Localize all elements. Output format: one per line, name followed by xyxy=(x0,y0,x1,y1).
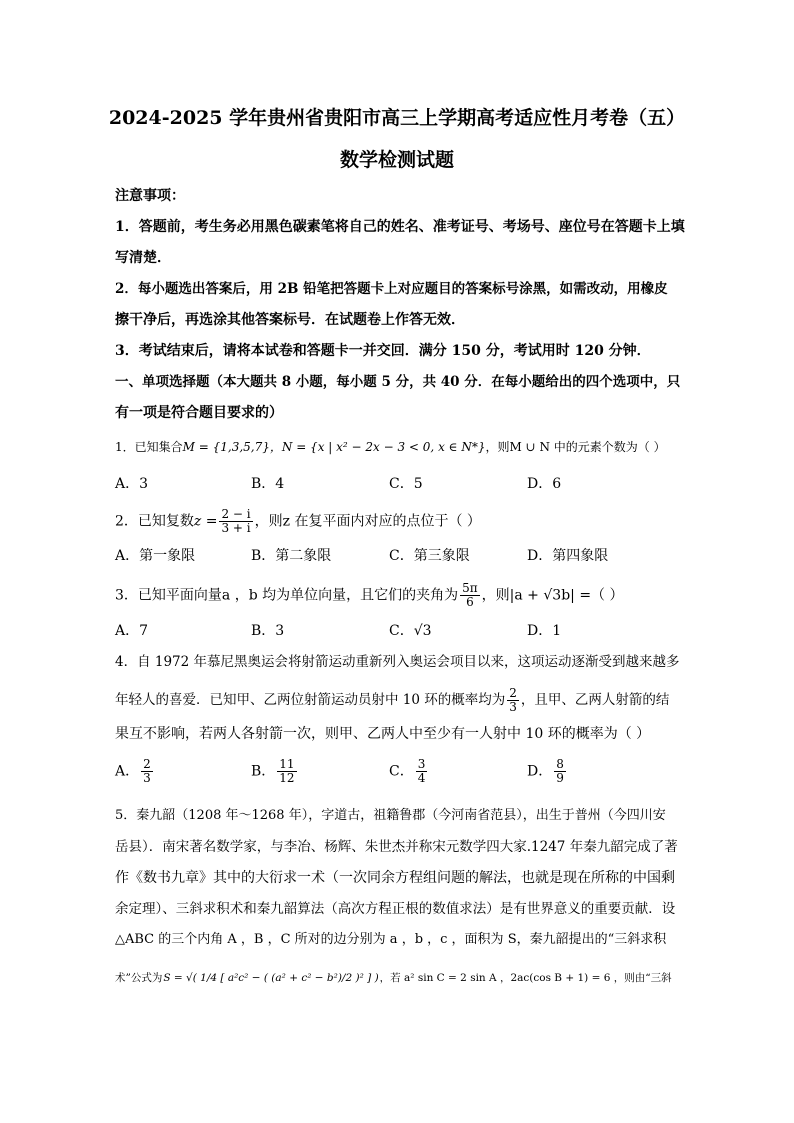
q4-line2-a: 年轻人的喜爱．已知甲、乙两位射箭运动员射中 10 环的概率均为 xyxy=(115,692,506,708)
question-5: 5．秦九韶（1208 年～1268 年），字道古，祖籍鲁郡（今河南省范县），出生于普州（今四川安 xyxy=(115,808,666,823)
section-heading: 一、单项选择题（本大题共 8 小题，每小题 5 分，共 40 分．在每小题给出的四个选项中，只 xyxy=(115,374,681,390)
q4-option-d-label: D． xyxy=(527,763,553,780)
question-5-line-2: 岳县）．南宋著名数学家，与李冶、杨辉、朱世杰并称宋元数学四大家.1247 年秦九韶完成了著 xyxy=(115,839,678,855)
q4-option-a-fraction xyxy=(141,758,153,785)
q3-suffix: ，则|a + √3b| =（ ） xyxy=(481,587,624,604)
question-4-line-2 xyxy=(115,687,685,714)
question-5-line-3: 作《数书九章》其中的大衍求一术（一次同余方程组问题的解法，也就是现在所称的中国剩 xyxy=(115,870,675,886)
q2-z: z = xyxy=(193,513,218,530)
question-4: 4．自 1972 年慕尼黑奥运会将射箭运动重新列入奥运会项目以来，这项运动逐渐受到越来越多 xyxy=(115,654,680,670)
q1-suffix: ，则M ∪ N 中的元素个数为（ ） xyxy=(485,440,666,454)
q4-option-c-label: C． xyxy=(389,763,414,780)
page-subtitle: 数学检测试题 xyxy=(339,149,454,171)
q2-option-c: C．第三象限 xyxy=(389,548,470,564)
q4-denominator: 3 xyxy=(509,700,517,714)
q1-option-c: C．5 xyxy=(389,476,423,492)
question-2 xyxy=(115,508,685,535)
q4-option-b-num: 11 xyxy=(279,757,295,771)
q4-numerator: 2 xyxy=(509,686,517,700)
q1-option-d: D．6 xyxy=(527,476,562,492)
q1-prefix: 1．已知集合 xyxy=(115,440,183,454)
q4-option-d xyxy=(527,758,568,785)
q3-fraction xyxy=(460,582,480,609)
q3-mid: a ，b 均为单位向量，且它们的夹角为 xyxy=(221,587,459,604)
q4-option-a-den: 3 xyxy=(143,771,151,785)
q4-option-c-den: 4 xyxy=(417,771,426,785)
section-heading-cont: 有一项是符合题目要求的） xyxy=(115,405,283,421)
page-title: 2024-2025 学年贵州省贵阳市高三上学期高考适应性月考卷（五） xyxy=(108,107,686,129)
notice-item-1: 1．答题前，考生务必用黑色碳素笔将自己的姓名、准考证号、考场号、座位号在答题卡上填 xyxy=(115,219,685,235)
q4-option-c-fraction xyxy=(416,758,428,785)
q4-option-d-den: 9 xyxy=(556,771,564,785)
q4-option-c-num: 3 xyxy=(417,757,426,771)
q4-option-d-num: 8 xyxy=(556,757,564,771)
q3-option-b: B．3 xyxy=(251,623,285,639)
q2-option-b: B．第二象限 xyxy=(251,548,332,564)
heron-formula: S = √( 1/4 [ a²c² − ( (a² + c² − b²)/2 )² ] ) xyxy=(163,972,379,984)
q3-option-d: D．1 xyxy=(527,623,562,639)
q3-option-c: C．√3 xyxy=(389,623,432,639)
q2-fraction xyxy=(219,508,252,535)
q2-option-d: D．第四象限 xyxy=(527,548,609,564)
q4-option-b-label: B． xyxy=(251,763,276,780)
q4-option-b-den: 12 xyxy=(279,771,295,785)
q2-numerator: 2 − i xyxy=(221,507,251,521)
notice-item-2-cont: 擦干净后，再选涂其他答案标号．在试题卷上作答无效． xyxy=(115,312,465,328)
q3-numerator: 5π xyxy=(462,581,478,595)
question-3 xyxy=(115,582,685,609)
q4-fraction xyxy=(507,687,519,714)
notice-item-3: 3．考试结束后，请将本试卷和答题卡一并交回．满分 150 分，考试用时 120 分钟． xyxy=(115,343,651,359)
q1-set-m: M = {1,3,5,7} xyxy=(182,440,270,454)
q2-suffix: ，则z 在复平面内对应的点位于（ ） xyxy=(254,513,481,530)
q4-line2-b: ，且甲、乙两人射箭的结 xyxy=(520,692,670,708)
q1-option-a: A．3 xyxy=(115,476,149,492)
q3-option-a: A．7 xyxy=(115,623,149,639)
q1-set-n: ，N = {x | x² − 2x − 3 < 0, x ∈ N*} xyxy=(269,440,486,454)
q2-denominator: 3 + i xyxy=(221,521,251,535)
notice-item-2: 2．每小题选出答案后，用 2B 铅笔把答题卡上对应题目的答案标号涂黑，如需改动，用橡皮 xyxy=(115,281,668,297)
notice-item-1-cont: 写清楚． xyxy=(115,250,171,266)
question-5-line-5: △ABC 的三个内角 A ，B ，C 所对的边分别为 a ，b ，c ，面积为 S，秦九韶提出的“三斜求积 xyxy=(115,932,667,947)
question-5-line-6 xyxy=(115,968,685,988)
q5-line6-a: 术”公式为 xyxy=(115,972,163,984)
question-4-line-3: 果互不影响，若两人各射箭一次，则甲、乙两人中至少有一人射中 10 环的概率为（ ） xyxy=(115,726,651,742)
notice-heading: 注意事项： xyxy=(115,188,185,204)
q3-prefix: 3．已知平面向量 xyxy=(115,587,222,604)
q4-option-a xyxy=(115,758,155,785)
q4-option-d-fraction xyxy=(554,758,566,785)
q4-option-a-num: 2 xyxy=(143,757,151,771)
q1-option-b: B．4 xyxy=(251,476,285,492)
q3-denominator: 6 xyxy=(466,595,474,609)
question-5-line-4: 余定理）、三斜求积术和秦九韶算法（高次方程正根的数值求法）是有世界意义的重要贡献．设 xyxy=(115,901,676,917)
q4-option-a-label: A． xyxy=(115,763,140,780)
q2-prefix: 2．已知复数 xyxy=(115,513,194,530)
q4-option-b-fraction xyxy=(277,758,296,785)
q4-option-c xyxy=(389,758,429,785)
q4-option-b xyxy=(251,758,299,785)
question-1 xyxy=(115,437,685,457)
q2-option-a: A．第一象限 xyxy=(115,548,196,564)
q5-line6-b: ，若 a² sin C = 2 sin A ，2ac(cos B + 1) = 6 ，则由“三斜 xyxy=(379,972,672,984)
